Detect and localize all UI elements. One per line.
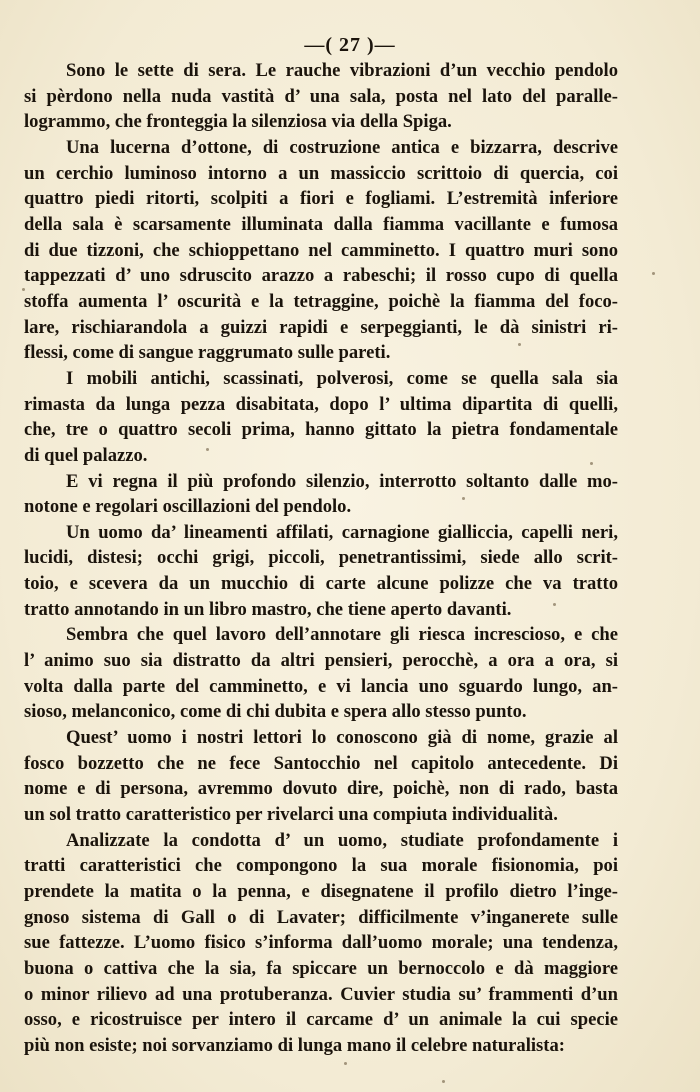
text-line: rimasta da lunga pezza disabitata, dopo l’ ultima dipartita di quelli, [24,393,618,415]
text-line: sioso, melanconico, come di chi dubita e spera allo stesso punto. [24,701,527,723]
text-line: Analizzate la condotta d’ un uomo, studiate profondamente i [66,829,618,851]
text-line: Quest’ uomo i nostri lettori lo conoscono già di nome, grazie al [66,727,618,749]
text-line: si pèrdono nella nuda vastità d’ una sala, posta nel lato del paralle- [24,85,618,107]
text-line: un cerchio luminoso intorno a un massiccio scrittoio di quercia, coi [24,162,618,184]
text-line: tratti caratteristici che compongono la sua morale fisionomia, poi [24,855,618,877]
text-line: Sono le sette di sera. Le rauche vibrazioni d’un vecchio pendolo [66,60,618,81]
text-line: buona o cattiva che la sia, fa spiccare un bernoccolo e dà maggiore [24,957,618,979]
text-line: lare, rischiarandola a guizzi rapidi e serpeggianti, le dà sinistri ri- [24,316,618,338]
text-line: sue fattezze. L’uomo fisico s’informa dall’uomo morale; una tendenza, [24,932,618,954]
text-line: Sembra che quel lavoro dell’annotare gli riesca increscioso, e che [66,624,618,646]
ink-speck [442,1080,445,1083]
text-line: fosco bozzetto che ne fece Santocchio nel capitolo antecedente. Di [24,752,618,774]
paragraph [24,520,618,623]
paragraph [24,725,618,828]
text-line: tappezzati d’ uno sdruscito arazzo a rabeschi; il rosso cupo di quella [24,265,618,287]
body-text [24,58,618,1059]
paragraph [24,469,618,520]
text-line: notone e regolari oscillazioni del pendolo. [24,496,352,518]
text-line: lucidi, distesi; occhi grigi, piccoli, penetrantissimi, siede allo scrit- [24,547,618,569]
text-line: logrammo, che fronteggia la silenziosa via della Spiga. [24,111,452,133]
text-line: Un uomo da’ lineamenti affilati, carnagione gialliccia, capelli neri, [66,521,618,543]
text-line: gnoso sistema di Gall o di Lavater; difficilmente v’inganerete sulle [24,906,618,928]
ink-speck [652,272,655,275]
ink-speck [462,497,465,500]
text-line: un sol tratto caratteristico per rivelarci una compiuta individualità. [24,804,558,826]
text-line: l’ animo suo sia distratto da altri pensieri, perocchè, a ora a ora, si [24,650,618,672]
text-line: di due tizzoni, che schioppettano nel camminetto. I quattro muri sono [24,239,618,261]
text-line: I mobili antichi, scassinati, polverosi, come se quella sala sia [66,367,618,389]
text-line: Una lucerna d’ottone, di costruzione antica e bizzarra, descrive [66,136,618,158]
ink-speck [553,603,556,606]
text-line: più non esiste; noi sorvanziamo di lunga mano il celebre naturalista: [24,1034,565,1056]
text-line: toio, e scevera da un mucchio di carte alcune polizze che va tratto [24,573,618,595]
paragraph [24,366,618,469]
ink-speck [518,343,521,346]
ink-speck [206,448,209,451]
text-line: tratto annotando in un libro mastro, che tiene aperto davanti. [24,598,512,620]
text-line: della sala è scarsamente illuminata dalla fiamma vacillante e fumosa [24,213,618,235]
ink-speck [344,1062,347,1065]
page-number: —( 27 )— [304,34,396,56]
text-line: volta dalla parte del camminetto, e vi lancia uno sguardo lungo, an- [24,675,618,697]
text-line: o minor rilievo ad una protuberanza. Cuvier studia su’ frammenti d’un [24,983,618,1005]
paragraph [24,622,618,725]
text-line: di quel palazzo. [24,444,148,466]
text-line: nome e di persona, avremmo dovuto dire, poichè, non di rado, basta [24,778,618,800]
ink-speck [590,462,593,465]
text-line: flessi, come di sangue raggrumato sulle pareti. [24,342,391,364]
text-line: E vi regna il più profondo silenzio, interrotto soltanto dalle mo- [66,470,618,492]
paragraph [24,58,618,135]
text-line: stoffa aumenta l’ oscurità e la tetraggine, poichè la fiamma del foco- [24,290,618,312]
ink-speck [22,288,25,291]
text-line: quattro piedi ritorti, scolpiti a fiori e fogliami. L’estremità inferiore [24,188,618,210]
text-line: che, tre o quattro secoli prima, hanno gittato la pietra fondamentale [24,419,618,441]
paragraph [24,828,618,1059]
text-line: prendete la matita o la penna, e disegnatene il profilo dietro l’inge- [24,881,618,902]
text-line: osso, e ricostruisce per intero il carcame d’ un animale la cui specie [24,1009,618,1031]
paragraph [24,135,618,366]
